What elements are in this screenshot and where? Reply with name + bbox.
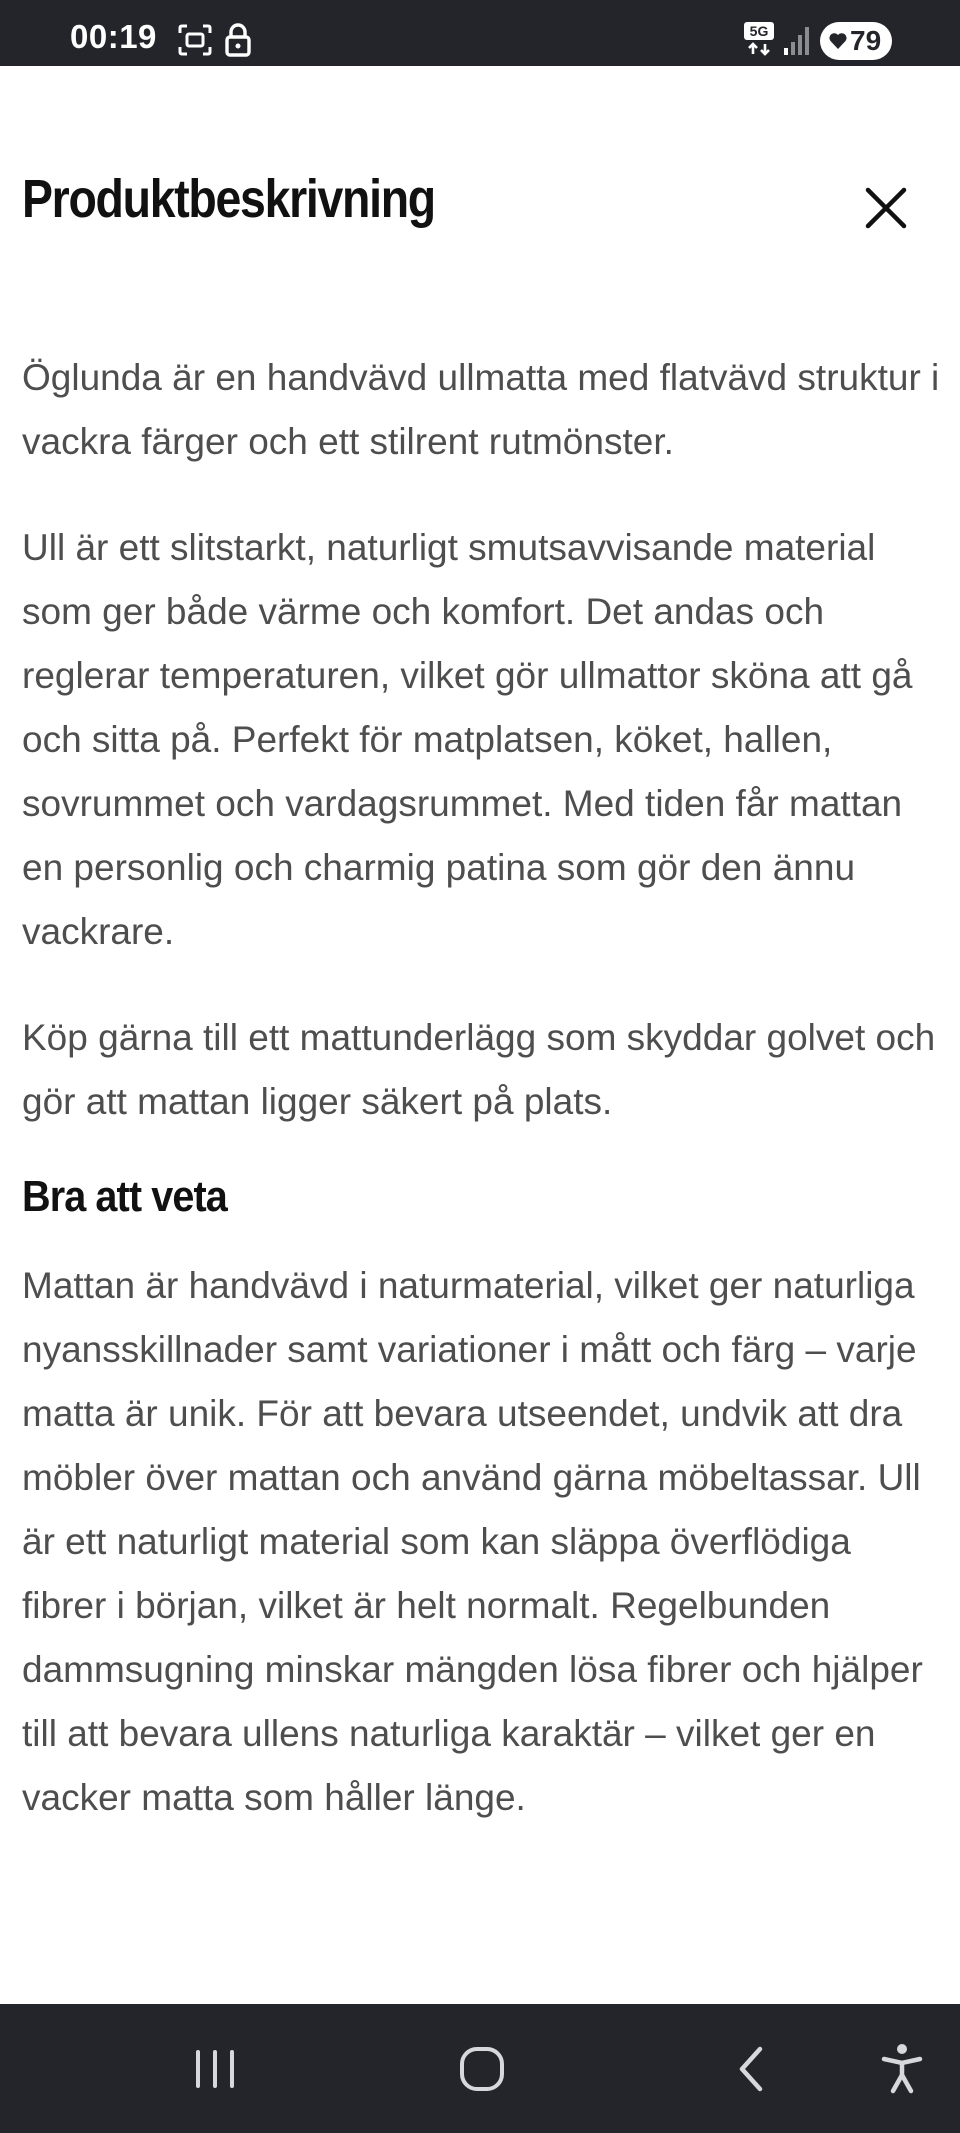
navigation-bar [0, 2004, 960, 2133]
section-heading: Bra att veta [22, 1172, 227, 1221]
back-icon [722, 2039, 782, 2099]
description-paragraph-3: Köp gärna till ett mattunderlägg som skyddar golvet och gör att mattan ligger säkert på plats. [22, 1017, 936, 1122]
battery-heart-icon [828, 31, 848, 51]
status-bar [0, 0, 960, 66]
recents-icon [185, 2039, 245, 2099]
section-paragraph: Mattan är handvävd i naturmaterial, vilket ger naturliga nyansskillnader samt variationer i mått och färg – varje matta är unik. För att bevara utseendet, undvik att dra möbler över mattan och använd gärna möbeltassar. Ull är ett naturligt material som kan släppa överflödiga fibrer i början, vilket är helt normalt. Regelbunden dammsugning minskar mängden lösa fibrer och hjälper till att bevara ullens naturliga karaktär – vilket ger en vacker matta som håller länge. [22, 1265, 923, 1818]
back-button[interactable] [722, 2039, 782, 2099]
screenshot-icon [178, 24, 212, 56]
close-button[interactable] [860, 182, 912, 234]
signal-icon [782, 24, 812, 56]
5g-label: 5G [749, 23, 769, 39]
description-paragraph-2: Ull är ett slitstarkt, naturligt smutsavvisande material som ger både värme och komfort. Det andas och reglerar temperaturen, vilket gör ullmattor sköna att gå och sitta på. Perfekt för matplatsen, köket, hallen, sovrummet och vardagsrummet. Med tiden får mattan en personlig och charmig patina som gör den ännu vackrare. [22, 527, 913, 952]
description-paragraph-1: Öglunda är en handvävd ullmatta med flatvävd struktur i vackra färger och ett stilrent rutmönster. [22, 357, 940, 462]
5g-icon [742, 20, 778, 58]
recents-button[interactable] [185, 2039, 245, 2099]
accessibility-icon [872, 2039, 932, 2099]
status-time: 00:19 [70, 18, 157, 55]
accessibility-button[interactable] [872, 2039, 932, 2099]
home-button[interactable] [452, 2039, 512, 2099]
battery-indicator [820, 22, 892, 60]
product-description [22, 346, 942, 1872]
battery-level: 79 [850, 25, 882, 56]
close-icon [860, 182, 912, 234]
home-icon [452, 2039, 512, 2099]
lock-icon [224, 22, 252, 58]
page-title: Produktbeskrivning [22, 169, 435, 229]
